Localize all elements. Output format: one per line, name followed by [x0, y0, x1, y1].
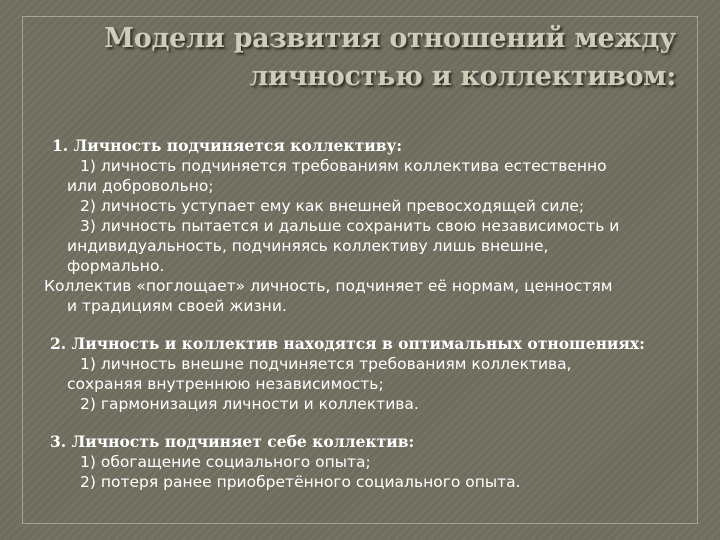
title-line-1: Модели развития отношений между: [104, 23, 676, 54]
section-2-line: 1) личность внешне подчиняется требованиям коллектива,: [80, 355, 572, 373]
section-3-heading: 3. Личность подчиняет себе коллектив:: [50, 432, 415, 451]
section-1-note: Коллектив «поглощает» личность, подчиняет её нормам, ценностям: [44, 277, 613, 295]
section-1-heading: 1. Личность подчиняется коллективу:: [52, 136, 403, 155]
section-1-line: формально.: [67, 257, 165, 275]
section-3-line: 2) потеря ранее приобретённого социального опыта.: [80, 473, 521, 491]
section-2-heading: 2. Личность и коллектив находятся в оптимальных отношениях:: [50, 334, 645, 353]
section-1-note: и традициям своей жизни.: [67, 297, 287, 315]
section-1-line: индивидуальность, подчиняясь коллективу лишь внешне,: [67, 237, 549, 255]
section-1-line: 3) личность пытается и дальше сохранить свою независимость и: [80, 217, 620, 235]
section-1-line: или добровольно;: [67, 177, 214, 195]
section-3-line: 1) обогащение социального опыта;: [80, 453, 371, 471]
title-line-2: личностью и коллективом:: [249, 61, 676, 92]
section-1-line: 1) личность подчиняется требованиям коллектива естественно: [80, 157, 607, 175]
section-1-line: 2) личность уступает ему как внешней превосходящей силе;: [80, 197, 585, 215]
section-2-line: 2) гармонизация личности и коллектива.: [80, 395, 419, 413]
section-2-line: сохраняя внутреннюю независимость;: [67, 375, 384, 393]
